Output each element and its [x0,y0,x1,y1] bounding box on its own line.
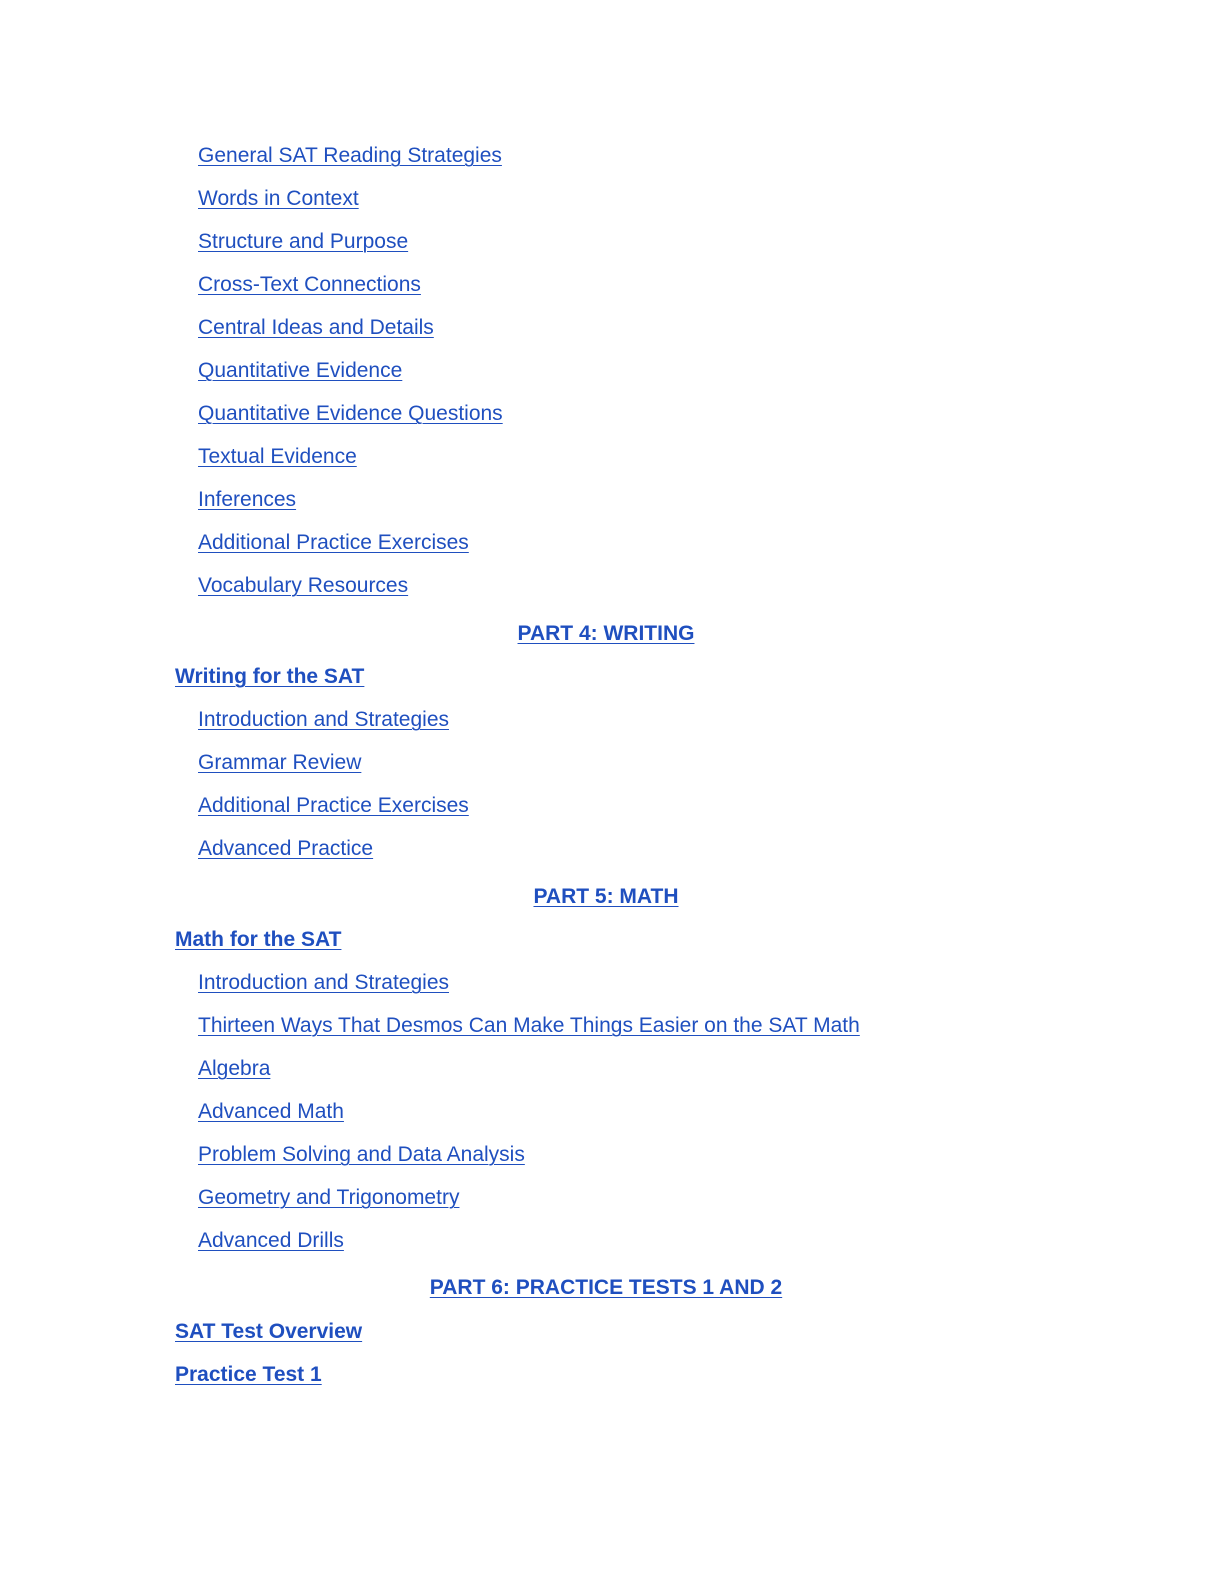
toc-section-link[interactable]: SAT Test Overview [175,1320,363,1343]
toc-link[interactable]: Additional Practice Exercises [198,531,469,554]
toc-link[interactable]: Quantitative Evidence [198,359,403,382]
toc-item-grammar-review[interactable] [198,748,361,778]
toc-link[interactable]: Textual Evidence [198,445,357,468]
toc-link[interactable]: Cross-Text Connections [198,273,421,296]
toc-item-problem-solving-and-data-analysis[interactable] [198,1140,525,1170]
toc-item-structure-and-purpose[interactable] [198,227,408,257]
toc-link[interactable]: Algebra [198,1057,271,1080]
toc-section-writing-for-the-sat[interactable] [175,662,364,692]
toc-item-writing-additional-practice-exercises[interactable] [198,791,469,821]
toc-item-inferences[interactable] [198,485,296,515]
toc-section-sat-test-overview[interactable] [175,1317,362,1347]
toc-link[interactable]: General SAT Reading Strategies [198,144,502,167]
toc-item-general-sat-reading-strategies[interactable] [198,141,502,171]
toc-link[interactable]: Quantitative Evidence Questions [198,402,503,425]
toc-link[interactable]: Advanced Drills [198,1229,344,1252]
toc-section-link[interactable]: Writing for the SAT [175,665,365,688]
toc-link[interactable]: Words in Context [198,187,359,210]
toc-part-link[interactable]: PART 6: PRACTICE TESTS 1 AND 2 [429,1276,783,1299]
toc-section-practice-test-1[interactable] [175,1360,322,1390]
toc-item-quantitative-evidence[interactable] [198,356,402,386]
toc-link[interactable]: Central Ideas and Details [198,316,434,339]
toc-section-math-for-the-sat[interactable] [175,925,341,955]
toc-item-advanced-drills[interactable] [198,1226,344,1256]
toc-item-algebra[interactable] [198,1054,270,1084]
toc-link[interactable]: Thirteen Ways That Desmos Can Make Things Easier on the SAT Math [198,1014,860,1037]
toc-link[interactable]: Inferences [198,488,297,511]
toc-part-heading-writing[interactable] [175,619,1037,649]
toc-link[interactable]: Additional Practice Exercises [198,794,469,817]
toc-part-link[interactable]: PART 4: WRITING [517,622,695,645]
toc-item-words-in-context[interactable] [198,184,359,214]
toc-item-advanced-math[interactable] [198,1097,344,1127]
toc-item-writing-introduction-and-strategies[interactable] [198,705,449,735]
toc-link[interactable]: Geometry and Trigonometry [198,1186,460,1209]
toc-item-math-introduction-and-strategies[interactable] [198,968,449,998]
toc-item-textual-evidence[interactable] [198,442,357,472]
toc-link[interactable]: Vocabulary Resources [198,574,409,597]
toc-link[interactable]: Problem Solving and Data Analysis [198,1143,525,1166]
toc-link[interactable]: Structure and Purpose [198,230,409,253]
toc-part-heading-practice-tests[interactable] [175,1273,1037,1303]
toc-item-vocabulary-resources[interactable] [198,571,408,601]
toc-section-link[interactable]: Math for the SAT [175,928,342,951]
toc-part-link[interactable]: PART 5: MATH [533,885,679,908]
toc-item-quantitative-evidence-questions[interactable] [198,399,503,429]
toc-link[interactable]: Introduction and Strategies [198,708,449,731]
toc-item-central-ideas-and-details[interactable] [198,313,434,343]
toc-section-link[interactable]: Practice Test 1 [175,1363,322,1386]
toc-item-additional-practice-exercises[interactable] [198,528,469,558]
toc-part-heading-math[interactable] [175,882,1037,912]
toc-item-cross-text-connections[interactable] [198,270,421,300]
toc-link[interactable]: Introduction and Strategies [198,971,449,994]
toc-item-geometry-and-trigonometry[interactable] [198,1183,459,1213]
toc-item-advanced-practice[interactable] [198,834,373,864]
toc-item-thirteen-ways-desmos[interactable] [198,1011,860,1041]
toc-link[interactable]: Grammar Review [198,751,362,774]
toc-link[interactable]: Advanced Math [198,1100,344,1123]
toc-link[interactable]: Advanced Practice [198,837,374,860]
